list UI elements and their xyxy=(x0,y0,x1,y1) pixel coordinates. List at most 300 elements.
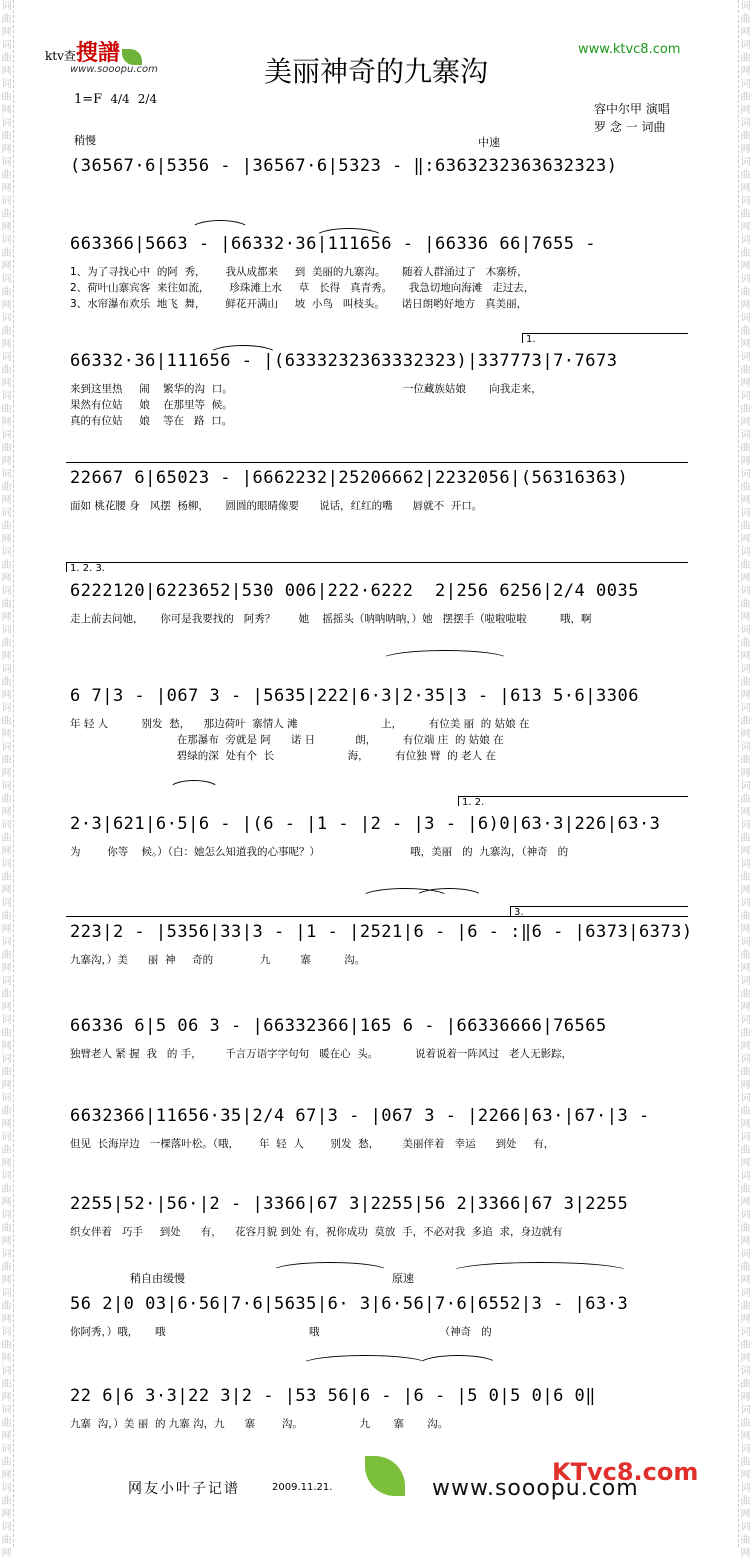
watermark-char: 曲 xyxy=(1,677,12,688)
watermark-char: 曲 xyxy=(740,1301,751,1312)
watermark-char: 词 xyxy=(1,820,12,831)
watermark-char: 曲 xyxy=(1,1496,12,1507)
watermark-char: 词 xyxy=(740,1522,751,1533)
notation-line: 66336 6|5 06 3 - |66332366|165 6 - |66336666|76565 xyxy=(70,1016,607,1036)
watermark-char: 网 xyxy=(1,1041,12,1052)
watermark-char: 曲 xyxy=(1,911,12,922)
watermark-char: 网 xyxy=(740,183,751,194)
key-value: 1=F xyxy=(74,92,103,107)
time-signature-b: 2/4 xyxy=(137,92,158,106)
watermark-char: 网 xyxy=(740,1158,751,1169)
watermark-char: 曲 xyxy=(1,1340,12,1351)
watermark-char: 曲 xyxy=(1,53,12,64)
site-url-link[interactable]: www.ktvc8.com xyxy=(578,42,681,57)
watermark-char: 网 xyxy=(1,1314,12,1325)
watermark-char: 网 xyxy=(740,300,751,311)
watermark-char: 词 xyxy=(740,352,751,363)
watermark-char: 网 xyxy=(1,729,12,740)
watermark-char: 网 xyxy=(740,846,751,857)
notation-line: 22 6|6 3·3|22 3|2 - |53 56|6 - |6 - |5 0|5 0|6 0‖ xyxy=(70,1386,597,1406)
first-ending-bracket: 1. xyxy=(522,333,688,343)
lyric-line: 来到这里热 闹 繁华的沟 口。 一位藏族姑娘 向我走来， xyxy=(70,383,542,395)
watermark-char: 词 xyxy=(740,976,751,987)
watermark-char: 词 xyxy=(740,40,751,51)
watermark-char: 网 xyxy=(1,573,12,584)
watermark-char: 词 xyxy=(740,196,751,207)
watermark-char: 词 xyxy=(1,1522,12,1533)
watermark-char: 词 xyxy=(1,1249,12,1260)
notation-line: 6222120|6223652|530 006|222·6222 2|256 6256|2/4 0035 xyxy=(70,581,639,601)
watermark-char: 网 xyxy=(1,534,12,545)
score-system xyxy=(66,916,693,1016)
watermark-char: 曲 xyxy=(740,989,751,1000)
lyric-line: 在那瀑布 旁就是 阿 诺 日 朗， 有位端 庄 的 姑娘 在 xyxy=(70,734,504,746)
slur-mark xyxy=(168,780,220,790)
watermark-char: 词 xyxy=(740,1444,751,1455)
watermark-char: 词 xyxy=(1,430,12,441)
watermark-char: 网 xyxy=(740,1509,751,1520)
tempo-slow: 稍慢 xyxy=(74,134,96,147)
score-system xyxy=(66,462,688,562)
watermark-char: 词 xyxy=(740,118,751,129)
watermark-char: 词 xyxy=(1,235,12,246)
watermark-char: 词 xyxy=(1,703,12,714)
ktvc8-brand[interactable]: KTvc8.com xyxy=(552,1458,699,1486)
performer-credit: 容中尔甲 演唱 xyxy=(594,102,670,116)
watermark-char: 词 xyxy=(740,469,751,480)
watermark-char: 词 xyxy=(1,469,12,480)
watermark-char: 词 xyxy=(740,1171,751,1182)
watermark-char: 曲 xyxy=(1,755,12,766)
watermark-char: 网 xyxy=(1,651,12,662)
watermark-char: 曲 xyxy=(1,1028,12,1039)
watermark-char: 词 xyxy=(740,1015,751,1026)
watermark-char: 网 xyxy=(1,1470,12,1481)
lyric-line: 3、水帘瀑布欢乐 地飞 舞， 鲜花开满山 坡 小鸟 叫枝头。 诺日朗哟好地方 真美丽， xyxy=(70,298,528,310)
watermark-char: 网 xyxy=(1,1431,12,1442)
watermark-char: 曲 xyxy=(1,599,12,610)
lyric-line: 九寨 沟，）美 丽 的 九寨 沟，九 寨 沟。 九 寨 沟。 xyxy=(70,1418,449,1430)
watermark-char: 词 xyxy=(740,508,751,519)
watermark-char: 曲 xyxy=(740,755,751,766)
watermark-char: 曲 xyxy=(740,716,751,727)
watermark-char: 曲 xyxy=(740,1223,751,1234)
watermark-char: 曲 xyxy=(740,170,751,181)
watermark-char: 曲 xyxy=(740,833,751,844)
watermark-char: 曲 xyxy=(740,872,751,883)
watermark-char: 词 xyxy=(1,313,12,324)
watermark-char: 网 xyxy=(740,729,751,740)
watermark-char: 曲 xyxy=(1,716,12,727)
watermark-char: 词 xyxy=(740,1249,751,1260)
watermark-char: 网 xyxy=(1,1080,12,1091)
watermark-char: 词 xyxy=(1,1327,12,1338)
watermark-char: 网 xyxy=(1,417,12,428)
watermark-char: 网 xyxy=(1,66,12,77)
notation-line: 663366|5663 - |66332·36|111656 - |66336 66|7655 - xyxy=(70,234,597,254)
watermark-char: 曲 xyxy=(740,209,751,220)
watermark-char: 曲 xyxy=(1,794,12,805)
watermark-char: 网 xyxy=(740,690,751,701)
watermark-char: 曲 xyxy=(740,1067,751,1078)
watermark-char: 曲 xyxy=(1,521,12,532)
watermark-char: 网 xyxy=(740,1431,751,1442)
tempo-medium: 中速 xyxy=(478,136,500,149)
watermark-char: 曲 xyxy=(1,1106,12,1117)
watermark-char: 网 xyxy=(740,1197,751,1208)
score-system xyxy=(66,680,688,780)
watermark-char: 词 xyxy=(1,79,12,90)
watermark-char: 网 xyxy=(1,339,12,350)
watermark-char: 网 xyxy=(1,183,12,194)
watermark-char: 网 xyxy=(740,651,751,662)
watermark-char: 网 xyxy=(740,339,751,350)
lyric-line: 但见 长海岸边 一棵落叶松。（哦， 年 轻 人 别发 愁， 美丽伴着 幸运 到处 有， xyxy=(70,1138,555,1150)
score-system xyxy=(66,345,688,445)
watermark-char: 曲 xyxy=(1,131,12,142)
system-rule xyxy=(66,916,688,917)
watermark-char: 曲 xyxy=(1,950,12,961)
watermark-char: 曲 xyxy=(740,638,751,649)
lyric-line: 你阿秀，）哦， 哦 哦 （神奇 的 xyxy=(70,1326,492,1338)
watermark-char: 词 xyxy=(740,742,751,753)
watermark-char: 网 xyxy=(740,417,751,428)
notation-line: 56 2|0 03|6·56|7·6|5635|6· 3|6·56|7·6|6552|3 - |63·3 xyxy=(70,1294,629,1314)
watermark-char: 曲 xyxy=(740,950,751,961)
watermark-char: 曲 xyxy=(1,482,12,493)
watermark-char: 曲 xyxy=(1,833,12,844)
watermark-char: 词 xyxy=(1,1444,12,1455)
watermark-char: 网 xyxy=(1,300,12,311)
notation-line: 6 7|3 - |067 3 - |5635|222|6·3|2·35|3 - |613 5·6|3306 xyxy=(70,686,639,706)
watermark-char: 网 xyxy=(740,1002,751,1013)
watermark-char: 曲 xyxy=(740,794,751,805)
watermark-char: 词 xyxy=(1,547,12,558)
notation-line: 2255|52·|56·|2 - |3366|67 3|2255|56 2|3366|67 3|2255 xyxy=(70,1194,629,1214)
lyric-line: 1、为了寻找心中 的阿 秀， 我从成都来 到 美丽的九寨沟。 随着人群涌过了 木寨桥， xyxy=(70,266,528,278)
lyric-line: 走上前去问她， 你可是我要找的 阿秀？ 她 摇摇头（呐呐呐呐，）她 摆摆手（啦啦啦啦 哦，啊 xyxy=(70,613,592,625)
lyric-line: 为 你等 候。）（白：她怎么知道我的心事呢？） 哦，美丽 的 九寨沟，（神奇 的 xyxy=(70,846,569,858)
watermark-char: 曲 xyxy=(1,1379,12,1390)
watermark-char: 词 xyxy=(740,1093,751,1104)
watermark-char: 曲 xyxy=(1,1535,12,1546)
watermark-char: 曲 xyxy=(740,1106,751,1117)
watermark-char: 网 xyxy=(1,1392,12,1403)
watermark-char: 网 xyxy=(1,963,12,974)
watermark-char: 曲 xyxy=(740,1496,751,1507)
watermark-char: 词 xyxy=(1,1,12,12)
watermark-char: 网 xyxy=(1,612,12,623)
watermark-char: 曲 xyxy=(1,404,12,415)
score-system xyxy=(66,228,688,328)
watermark-char: 曲 xyxy=(1,443,12,454)
lyric-line: 年 轻 人 别发 愁， 那边荷叶 寨情人 滩 上， 有位美 丽 的 姑娘 在 xyxy=(70,718,530,730)
watermark-char: 网 xyxy=(1,807,12,818)
watermark-char: 网 xyxy=(740,924,751,935)
system-rule xyxy=(66,462,688,463)
notation-line: 66332·36|111656 - |(6333232363332323)|337773|7·7673 xyxy=(70,351,618,371)
watermark-char: 曲 xyxy=(1,1067,12,1078)
watermark-char: 网 xyxy=(1,105,12,116)
watermark-char: 词 xyxy=(1,1171,12,1182)
watermark-char: 词 xyxy=(740,1132,751,1143)
watermark-char: 网 xyxy=(1,456,12,467)
watermark-char: 词 xyxy=(1,157,12,168)
watermark-char: 网 xyxy=(740,1080,751,1091)
watermark-char: 词 xyxy=(740,586,751,597)
notation-line: 223|2 - |5356|33|3 - |1 - |2521|6 - |6 - :‖6 - |6373|6373) xyxy=(70,922,693,942)
watermark-char: 词 xyxy=(1,625,12,636)
watermark-char: 词 xyxy=(740,1483,751,1494)
watermark-char: 网 xyxy=(740,768,751,779)
watermark-char: 词 xyxy=(740,235,751,246)
watermark-char: 词 xyxy=(1,1210,12,1221)
watermark-char: 曲 xyxy=(740,1340,751,1351)
watermark-char: 网 xyxy=(740,1041,751,1052)
watermark-char: 曲 xyxy=(1,989,12,1000)
watermark-char: 曲 xyxy=(1,1145,12,1156)
watermark-char: 曲 xyxy=(1,365,12,376)
watermark-char: 词 xyxy=(1,742,12,753)
watermark-char: 网 xyxy=(740,456,751,467)
watermark-char: 曲 xyxy=(740,326,751,337)
watermark-char: 曲 xyxy=(740,911,751,922)
watermark-char: 网 xyxy=(1,27,12,38)
watermark-char: 词 xyxy=(740,1405,751,1416)
watermark-char: 曲 xyxy=(1,872,12,883)
watermark-char: 曲 xyxy=(740,92,751,103)
watermark-char: 词 xyxy=(1,391,12,402)
watermark-char: 曲 xyxy=(1,1184,12,1195)
lyric-line: 碧绿的深 处有个 长 海， 有位独 臂 的 老人 在 xyxy=(70,750,496,762)
watermark-char: 词 xyxy=(1,1483,12,1494)
watermark-char: 曲 xyxy=(1,560,12,571)
watermark-char: 网 xyxy=(1,261,12,272)
watermark-char: 网 xyxy=(1,768,12,779)
watermark-char: 词 xyxy=(740,1366,751,1377)
watermark-char: 网 xyxy=(1,495,12,506)
watermark-char: 词 xyxy=(1,196,12,207)
right-watermark-strip xyxy=(738,0,752,1559)
watermark-char: 曲 xyxy=(1,1262,12,1273)
lyric-line: 果然有位姑 娘 在那里等 候。 xyxy=(70,399,233,411)
logo-url[interactable]: www.sooopu.com xyxy=(70,64,158,75)
watermark-char: 网 xyxy=(1,1236,12,1247)
watermark-char: 曲 xyxy=(740,443,751,454)
transcribe-date: 2009.11.21. xyxy=(272,1482,333,1493)
watermark-char: 网 xyxy=(740,27,751,38)
watermark-char: 网 xyxy=(740,1470,751,1481)
watermark-char: 曲 xyxy=(740,287,751,298)
watermark-char: 网 xyxy=(740,1275,751,1286)
score-system xyxy=(66,575,688,675)
watermark-char: 网 xyxy=(740,1548,751,1559)
watermark-char: 曲 xyxy=(740,482,751,493)
watermark-char: 词 xyxy=(1,664,12,675)
watermark-char: 曲 xyxy=(1,170,12,181)
watermark-char: 词 xyxy=(1,274,12,285)
watermark-char: 词 xyxy=(740,1288,751,1299)
watermark-char: 曲 xyxy=(740,599,751,610)
watermark-char: 词 xyxy=(1,1132,12,1143)
score-system xyxy=(66,1100,688,1200)
notation-line: 2·3|621|6·5|6 - |(6 - |1 - |2 - |3 - |6)0|63·3|226|63·3 xyxy=(70,814,661,834)
watermark-char: 网 xyxy=(1,1002,12,1013)
time-signature-a: 4/4 xyxy=(110,92,130,106)
watermark-char: 网 xyxy=(740,885,751,896)
notation-line: 22667 6|65023 - |6662232|25206662|2232056|(56316363) xyxy=(70,468,629,488)
watermark-char: 曲 xyxy=(740,1262,751,1273)
watermark-char: 词 xyxy=(1,40,12,51)
watermark-char: 词 xyxy=(1,1054,12,1065)
watermark-char: 网 xyxy=(740,495,751,506)
watermark-char: 曲 xyxy=(1,326,12,337)
watermark-char: 词 xyxy=(1,508,12,519)
watermark-char: 网 xyxy=(740,807,751,818)
logo-brand: 搜譜 xyxy=(75,40,120,66)
watermark-char: 网 xyxy=(740,1236,751,1247)
watermark-char: 词 xyxy=(740,157,751,168)
watermark-char: 词 xyxy=(740,625,751,636)
watermark-char: 曲 xyxy=(740,560,751,571)
watermark-char: 网 xyxy=(1,1275,12,1286)
watermark-char: 词 xyxy=(740,430,751,441)
watermark-char: 网 xyxy=(740,573,751,584)
watermark-char: 网 xyxy=(1,885,12,896)
repeat-ending-bracket: 1. 2. 3. xyxy=(66,562,688,572)
watermark-char: 曲 xyxy=(1,1223,12,1234)
lyric-line: 2、荷叶山寨宾客 来往如流， 珍珠滩上水 草 长得 真青秀。 我急切地向海滩 走过去， xyxy=(70,282,535,294)
watermark-char: 词 xyxy=(740,547,751,558)
watermark-char: 网 xyxy=(1,690,12,701)
key-signature xyxy=(74,92,157,107)
watermark-char: 曲 xyxy=(1,1418,12,1429)
watermark-char: 词 xyxy=(740,937,751,948)
watermark-char: 词 xyxy=(740,664,751,675)
watermark-char: 词 xyxy=(740,781,751,792)
watermark-char: 曲 xyxy=(1,209,12,220)
watermark-char: 词 xyxy=(740,313,751,324)
watermark-char: 词 xyxy=(1,976,12,987)
footer-url[interactable]: www.sooopu.com xyxy=(432,1476,639,1501)
left-watermark-strip xyxy=(0,0,14,1559)
transcriber-credit: 网友小叶子记谱 xyxy=(128,1481,240,1497)
watermark-char: 网 xyxy=(1,1158,12,1169)
lyric-line: 织女伴着 巧手 到处 有， 花容月貌 到处 有，祝你成功 莫放 手，不必对我 多追 求，身边就有 xyxy=(70,1226,563,1238)
watermark-char: 曲 xyxy=(1,1301,12,1312)
watermark-char: 曲 xyxy=(740,365,751,376)
watermark-char: 曲 xyxy=(740,131,751,142)
composer-credit: 罗 念 一 词曲 xyxy=(594,120,666,134)
tempo-a-tempo: 原速 xyxy=(392,1272,414,1285)
watermark-char: 词 xyxy=(1,1405,12,1416)
watermark-char: 词 xyxy=(1,1093,12,1104)
watermark-char: 曲 xyxy=(1,287,12,298)
watermark-char: 网 xyxy=(740,261,751,272)
second-ending-bracket: 1. 2. xyxy=(458,796,688,806)
watermark-char: 网 xyxy=(740,1314,751,1325)
watermark-char: 曲 xyxy=(740,248,751,259)
lyric-line: 面如 桃花腰 身 风摆 杨柳， 圆圆的眼睛像要 说话，红红的嘴 唇就不 开口。 xyxy=(70,500,483,512)
watermark-char: 网 xyxy=(1,1353,12,1364)
lyric-line: 真的有位姑 娘 等在 路 口。 xyxy=(70,415,233,427)
watermark-char: 曲 xyxy=(740,14,751,25)
watermark-char: 词 xyxy=(740,79,751,90)
watermark-char: 词 xyxy=(1,586,12,597)
watermark-char: 网 xyxy=(740,105,751,116)
watermark-char: 曲 xyxy=(740,1184,751,1195)
watermark-char: 词 xyxy=(1,781,12,792)
watermark-char: 曲 xyxy=(740,1535,751,1546)
watermark-char: 网 xyxy=(740,1392,751,1403)
watermark-char: 曲 xyxy=(740,1457,751,1468)
watermark-char: 词 xyxy=(740,1327,751,1338)
watermark-char: 词 xyxy=(1,118,12,129)
watermark-char: 曲 xyxy=(1,1457,12,1468)
watermark-char: 网 xyxy=(1,1197,12,1208)
watermark-char: 网 xyxy=(1,924,12,935)
logo-prefix: ktv查 xyxy=(45,49,76,63)
watermark-char: 词 xyxy=(740,859,751,870)
watermark-char: 网 xyxy=(1,1509,12,1520)
watermark-char: 网 xyxy=(740,144,751,155)
watermark-char: 网 xyxy=(740,612,751,623)
watermark-char: 网 xyxy=(740,66,751,77)
watermark-char: 词 xyxy=(740,898,751,909)
watermark-char: 曲 xyxy=(1,14,12,25)
watermark-char: 网 xyxy=(740,1353,751,1364)
lyric-line: 九寨沟，）美 丽 神 奇的 九 寨 沟。 xyxy=(70,954,366,966)
watermark-char: 词 xyxy=(1,1366,12,1377)
watermark-char: 词 xyxy=(1,1015,12,1026)
watermark-char: 词 xyxy=(740,1054,751,1065)
watermark-char: 网 xyxy=(1,1548,12,1559)
watermark-char: 词 xyxy=(740,1210,751,1221)
watermark-char: 网 xyxy=(740,963,751,974)
watermark-char: 网 xyxy=(1,1119,12,1130)
watermark-char: 曲 xyxy=(1,638,12,649)
watermark-char: 曲 xyxy=(740,1028,751,1039)
watermark-char: 曲 xyxy=(1,92,12,103)
watermark-char: 词 xyxy=(1,937,12,948)
watermark-char: 网 xyxy=(740,222,751,233)
watermark-char: 词 xyxy=(1,352,12,363)
watermark-char: 网 xyxy=(1,378,12,389)
score-system xyxy=(66,1010,688,1110)
watermark-char: 词 xyxy=(1,859,12,870)
footer xyxy=(0,1452,752,1512)
watermark-char: 网 xyxy=(740,378,751,389)
watermark-char: 网 xyxy=(740,1119,751,1130)
watermark-char: 网 xyxy=(1,144,12,155)
watermark-char: 网 xyxy=(740,534,751,545)
watermark-char: 词 xyxy=(740,820,751,831)
watermark-char: 网 xyxy=(1,222,12,233)
watermark-char: 曲 xyxy=(740,1418,751,1429)
watermark-char: 曲 xyxy=(740,1145,751,1156)
third-ending-bracket: 3. xyxy=(510,906,688,916)
watermark-char: 曲 xyxy=(1,248,12,259)
notation-line: (36567·6|5356 - |36567·6|5323 - ‖:6363232363632323) xyxy=(70,156,618,176)
watermark-char: 网 xyxy=(1,846,12,857)
watermark-char: 词 xyxy=(740,391,751,402)
watermark-char: 曲 xyxy=(740,404,751,415)
score-system xyxy=(66,1288,688,1388)
watermark-char: 词 xyxy=(740,703,751,714)
leaf-logo-icon xyxy=(365,1456,405,1496)
watermark-char: 词 xyxy=(740,1,751,12)
watermark-char: 曲 xyxy=(740,1379,751,1390)
